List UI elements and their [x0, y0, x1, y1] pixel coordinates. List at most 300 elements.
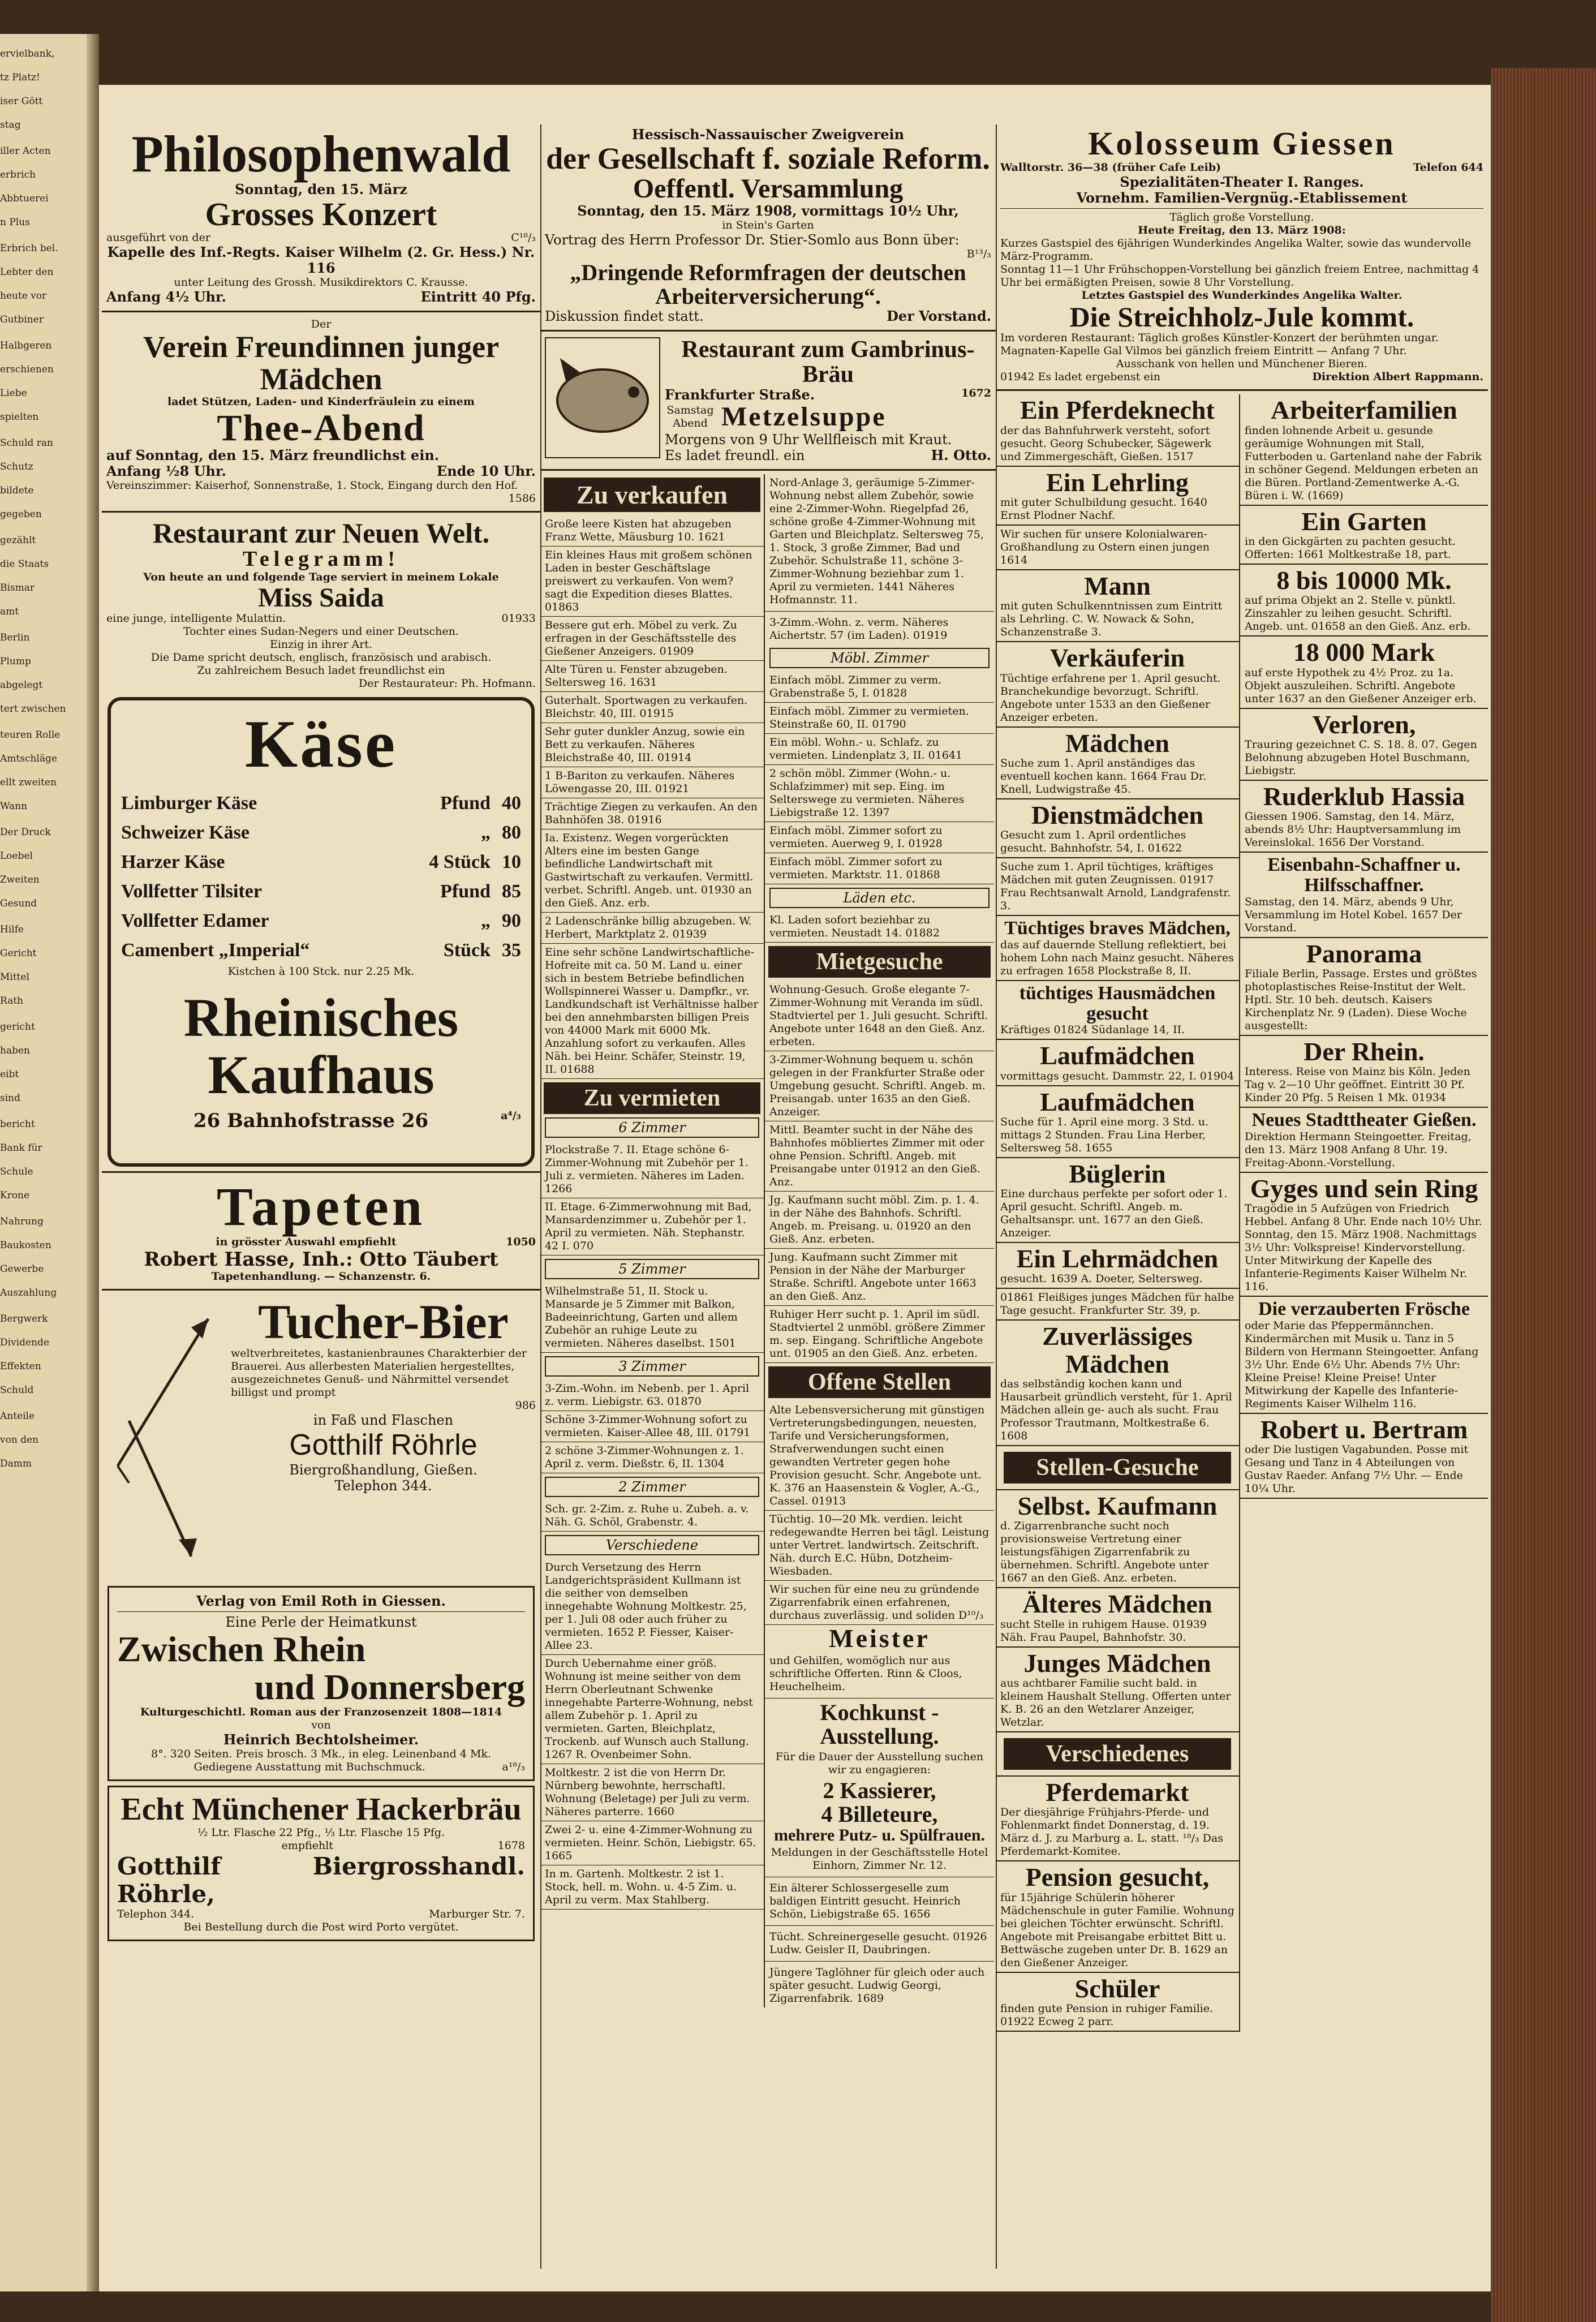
classified-ad	[996, 728, 1239, 799]
ad-title: Philosophenwald	[131, 125, 511, 183]
ad-text: Der	[311, 318, 332, 331]
ad-text: Eine durchaus perfekte per sofort oder 1. April gesucht. Schriftl. Angeb. m. Gehaltsanspr. unt. 1677 an den Gieß. Anzeiger.	[1000, 1188, 1228, 1240]
left-page-fragment: ervielbank,	[0, 48, 55, 59]
ad-text: Wir suchen für unsere Kolonialwaren-Großhandlung zu Ostern einen jungen 1614	[1000, 527, 1210, 566]
ad-title: Pension gesucht,	[1025, 1863, 1210, 1892]
left-page-fragment: Wann	[0, 801, 28, 812]
left-page-fragment: Abbtuerei	[0, 193, 49, 204]
ad-verein	[102, 316, 540, 508]
ad-text: Gesucht zum 1. April ordentliches gesucht. Bahnhofstr. 54, I. 01622	[1000, 829, 1186, 855]
left-page-fragment: Plump	[0, 656, 31, 667]
left-page-fragment: Auszahlung	[0, 1287, 57, 1298]
ad-text: Tochter eines Sudan-Negers und einer Deutschen.	[183, 625, 459, 638]
classified-ad: Sehr guter dunkler Anzug, sowie ein Bett zu verkaufen. Näheres Bleichstraße 40, III. 01914	[540, 723, 764, 767]
section-header: Mietgesuche	[768, 946, 991, 978]
ad-headline: Metzelsuppe	[721, 402, 887, 432]
ad-text: Filiale Berlin, Passage. Erstes und größtes photoplastisches Reise-Institut der Welt. Hptl. Str. 10 beh. deutsch. Kaisers Kirchenplatz Nr. 9 (Laden). Diese Woche ausgestellt:	[1245, 967, 1477, 1032]
ad-title: Arbeiterfamilien	[1271, 395, 1457, 425]
ad-code: 1678	[497, 1839, 525, 1852]
classified-ad: Alte Türen u. Fenster abzugeben. Seltersweg 16. 1631	[540, 661, 764, 692]
price-row	[121, 818, 521, 848]
left-page-fragment: Schule	[0, 1166, 33, 1177]
ad-date: Sonntag, den 15. März	[235, 180, 407, 197]
ad-text: sucht Stelle in ruhigem Hause. 01939 Näh. Frau Paupel, Bahnhofstr. 30.	[1000, 1618, 1207, 1644]
left-page-fragment: Zweiten	[0, 874, 40, 885]
classified-ad: Moltkestr. 2 ist die von Herrn Dr. Nürnberg bewohnte, herrschaftl. Wohnung (Beletage) per Juli zu verm. Näheres parterre. 1660	[540, 1764, 764, 1821]
classified-ad	[996, 1086, 1239, 1158]
ad-text: Biergroßhandlung, Gießen.	[289, 1462, 477, 1478]
ad-kaese	[107, 697, 535, 1167]
ad-text: Täglich große Vorstellung.	[1169, 210, 1314, 223]
ad-text: Tapetenhandlung. — Schanzenstr. 6.	[211, 1270, 431, 1283]
left-page-fragment: Gesund	[0, 898, 37, 909]
classified-ad	[1240, 781, 1488, 853]
classified-ad: Jung. Kaufmann sucht Zimmer mit Pension in der Nähe der Marburger Straße. Schriftl. Angebote unter 1663 an den Gieß. Anz.	[765, 1249, 994, 1306]
left-page-fragment: gezählt	[0, 535, 36, 546]
section-header: Zu verkaufen	[544, 478, 760, 512]
classified-ad: In m. Gartenh. Moltkestr. 2 ist 1. Stock, hell. m. Wohn. u. 4-5 Zim. u. April zu verm. Max Stahlberg.	[540, 1865, 764, 1910]
classified-ad	[1240, 1297, 1488, 1414]
column-2	[540, 124, 996, 2269]
classified-ad: Bessere gut erh. Möbel zu verk. Zu erfragen in der Geschäftsstelle des Gießener Anzeigers. 01909	[540, 617, 764, 661]
ad-text: auf prima Objekt an 2. Stelle v. pünktl. Zinszahler zu leihen gesucht. Schriftl. Angeb. unt. 01658 an den Gieß. Anz. erb.	[1245, 594, 1471, 633]
ad-text: Anfang 4½ Uhr.	[106, 289, 226, 306]
classified-ad: Durch Uebernahme einer größ. Wohnung ist meine seither von dem Herrn Oberleutnant Schwenke innegehabte Parterre-Wohnung, nebst allem Zubehör p. 1. April zu vermieten. Garten, Bleichplatz, Trockenb. auf Wunsch auch Stallung. 1267 R. Ovenbeimer Sohn.	[540, 1655, 764, 1764]
left-page-fragment: Lebter den	[0, 266, 54, 278]
classified-ad: Einfach möbl. Zimmer sofort zu vermieten. Marktstr. 11. 01868	[765, 853, 994, 884]
left-page-fragment: stag	[0, 119, 21, 131]
classified-ad	[996, 467, 1239, 526]
ad-signature: Direktion Albert Rappmann.	[1312, 371, 1483, 384]
subcolumn-right	[1240, 394, 1488, 2031]
classified-ad	[996, 1158, 1239, 1243]
classified-ad	[996, 981, 1239, 1040]
classified-ad	[1240, 709, 1488, 781]
ad-text: finden gute Pension in ruhiger Familie. 01922 Ecweg 2 parr.	[1000, 2002, 1214, 2028]
ad-text: weltverbreitetes, kastanienbraunes Charakterbier der Brauerei. Aus allerbesten Materialien hergestelltes, ausgezeichnetes Genuß- und Nährmittel versendet billigst und prompt	[231, 1347, 527, 1399]
classified-ad: Tücht. Schreinergeselle gesucht. 01926 Ludw. Geisler II, Daubringen.	[769, 1930, 987, 1956]
classified-ad	[1240, 1173, 1488, 1297]
ad-text: Meldungen in der Geschäftsstelle Hotel Einhorn, Zimmer Nr. 12.	[771, 1846, 988, 1872]
price-row	[121, 906, 521, 936]
ad-code: 1586	[508, 492, 536, 505]
classified-ad: 2 schön möbl. Zimmer (Wohn.- u. Schlafzimmer) mit sep. Eing. im Selterswege zu vermieten. Näheres Liebigstraße 12. 1397	[765, 765, 994, 822]
ad-text: mehrere Putz- u. Spülfrauen.	[773, 1825, 986, 1844]
ad-text: Tüchtige erfahrene per 1. April gesucht. Branchekundige bevorzugt. Schriftl. Angebote unter 1533 an den Gießener Anzeiger erbeten.	[1000, 672, 1221, 724]
ad-title: Tüchtiges braves Mädchen,	[1004, 918, 1231, 939]
left-page-fragment: Gewerbe	[0, 1263, 44, 1275]
ad-signature: Der Restaurateur: Ph. Hofmann.	[358, 677, 536, 690]
ad-soziale-reform	[540, 124, 996, 326]
ad-hackerbraeu	[107, 1786, 535, 1941]
ad-headline: Kochkunst - Ausstellung.	[820, 1699, 939, 1749]
classified-ad: Große leere Kisten hat abzugeben Franz Wette, Mäusburg 10. 1621	[540, 515, 764, 547]
ad-text: Samstag, den 14. März, abends 9 Uhr, Versammlung im Hotel Kobel. 1657 Der Vorstand.	[1245, 895, 1462, 934]
classified-ad	[996, 799, 1239, 858]
ad-text: Suche zum 1. April tüchtiges, kräftiges Mädchen mit guten Zeugnissen. 01917 Frau Rechtsanwalt Arnold, Landgrafenstr. 3.	[1000, 861, 1231, 913]
ad-text: Samstag Abend	[666, 404, 714, 430]
left-page-fragment: Liebe	[0, 388, 27, 399]
left-page-fragment: von den	[0, 1434, 39, 1446]
ad-text: vormittags gesucht. Dammstr. 22, I. 01904	[1000, 1069, 1234, 1082]
ad-text: empfiehlt	[281, 1839, 333, 1852]
left-page-fragment: erschienen	[0, 364, 54, 375]
ad-headline: Oeffentl. Versammlung	[633, 173, 904, 204]
ad-firm: Gotthilf Röhrle,	[117, 1852, 221, 1908]
ad-text: Kulturgeschichtl. Roman aus der Franzosenzeit 1808—1814	[140, 1706, 502, 1719]
ad-text: Marburger Str. 7.	[429, 1907, 525, 1920]
ad-text: 4 Billeteure,	[821, 1801, 938, 1827]
classified-ad: Nord-Anlage 3, geräumige 5-Zimmer-Wohnung nebst allem Zubehör, sowie eine 2-Zimmer-Wohn. Riegelpfad 26, schöne große 4-Zimmer-Wohnung mit Garten und Bleichplatz. Seltersweg 75, 1. Stock, 3 große Zimmer, Bad und Zubehör. Schulstraße 11, schöne 3-Zimmer-Wohnung beziehbar zum 1. April zu vermieten. 1441 Näheres Hofmannstr. 11.	[769, 476, 984, 606]
left-page-fragment: Amtschläge	[0, 753, 57, 764]
classified-ad: 1 B-Bariton zu verkaufen. Näheres Löwengasse 20, III. 01921	[540, 767, 764, 798]
ad-text: Eine Perle der Heimatkunst	[225, 1614, 417, 1630]
left-page-fragment: heute vor	[0, 290, 47, 302]
newspaper-page	[99, 85, 1491, 2291]
book-title: und Donnersberg	[254, 1666, 525, 1707]
ad-text: Bei Bestellung durch die Post wird Porto vergütet.	[183, 1920, 459, 1933]
ad-text: Morgens von 9 Uhr Wellfleisch mit Kraut.	[665, 431, 952, 448]
classified-ad: Eine sehr schöne Landwirtschaftliche-Hofreite mit ca. 50 M. Land u. einer sich in bestem Betriebe befindlichen Wollspinnerei Wasser u. Dampfkr., vr. Landkundschaft ist Verhältnisse halber bei den annehmbarsten billigen Preis von 44000 Mark mit 6000 Mk. Anzahlung sofort zu verkaufen. Alles Näh. bei Heinr. Schäfer, Steinstr. 19, II. 01688	[540, 944, 764, 1079]
subsection-label: 2 Zimmer	[545, 1477, 759, 1497]
classified-ad	[996, 642, 1239, 727]
classified-list	[765, 672, 994, 884]
ad-text: Einzig in ihrer Art.	[269, 638, 373, 651]
classified-ad: Sch. gr. 2-Zim. z. Ruhe u. Zubeh. a. v. Näh. G. Schöl, Grabenstr. 4.	[540, 1500, 764, 1532]
left-page-fragment: Schutz	[0, 461, 33, 472]
ad-title: Dienstmädchen	[1031, 800, 1204, 829]
ad-title: Mann	[1084, 571, 1151, 600]
classified-ad	[996, 1777, 1239, 1861]
classified-list	[540, 515, 764, 1079]
classified-ad	[996, 570, 1239, 642]
left-page-fragment: eibt	[0, 1069, 19, 1080]
ad-text: und Gehilfen, womöglich nur aus schriftliche Offerten. Rinn & Cloos, Heuchelheim.	[769, 1654, 962, 1693]
price-row	[121, 789, 521, 818]
classified-ad	[1240, 1414, 1488, 1499]
classified-ad	[996, 1732, 1239, 1777]
ad-text: Von heute an und folgende Tage serviert in meinem Lokale	[143, 570, 499, 583]
ad-text: Sonntag 11—1 Uhr Frühschoppen-Vorstellung bei gänzlich freiem Entree, nachmittag 4 Uhr bei ermäßigten Preisen, sowie 8 Uhr Vorstellung.	[1000, 263, 1479, 289]
left-page-fragment: n Plus	[0, 217, 30, 228]
ad-text: Heute Freitag, den 13. März 1908:	[1138, 223, 1346, 236]
price-unit: Stück	[443, 939, 491, 961]
price-row	[121, 877, 521, 906]
classified-ad: Ein älterer Schlossergeselle zum baldigen Eintritt gesucht. Heinrich Schön, Liebigstraße 65. 1656	[769, 1882, 961, 1921]
subcolumn-left	[540, 474, 765, 2008]
subsection-label: 3 Zimmer	[545, 1356, 759, 1377]
ad-title: Laufmädchen	[1040, 1041, 1195, 1070]
subsection-label: Läden etc.	[769, 888, 990, 908]
ad-title: Die verzauberten Frösche	[1258, 1298, 1470, 1320]
section-header: Zu vermieten	[544, 1082, 760, 1114]
classified-list	[765, 981, 994, 1363]
ad-text: Die Dame spricht deutsch, englisch, französisch und arabisch.	[150, 651, 492, 664]
ad-code: C¹⁸/₃	[511, 231, 536, 244]
ad-text: das auf dauernde Stellung reflektiert, bei hohem Lohn nach Mainz gesucht. Näheres zu erfragen 1658 Plockstraße 8, II.	[1000, 938, 1234, 977]
ad-title: Kolosseum Giessen	[1088, 125, 1396, 162]
classified-ad: Ein kleines Haus mit großem schönen Laden in bester Geschäftslage preiswert zu verkaufen. Von wem? sagt die Expedition dieses Blattes. 01863	[540, 547, 764, 617]
ad-title: Panorama	[1306, 939, 1422, 968]
left-page-fragment: gegeben	[0, 509, 42, 520]
classified-ad: 3-Zimm.-Wohn. z. verm. Näheres Aichertstr. 57 (im Laden). 01919	[769, 616, 949, 642]
ad-text: Es ladet freundl. ein	[665, 447, 805, 463]
ad-title: Laufmädchen	[1040, 1087, 1195, 1116]
ad-name: Robert Hasse, Inh.: Otto Täubert	[144, 1248, 498, 1271]
left-page-fragment: spielten	[0, 411, 39, 423]
classified-ad	[996, 1321, 1239, 1446]
classified-ad: Durch Versetzung des Herrn Landgerichtspräsident Kullmann ist die seither von demselben innegehabte Wohnung Moltkestr. 25, per 1. Juli 08 oder auch früher zu vermieten. 1652 P. Fiesser, Kaiser-Allee 23.	[540, 1559, 764, 1655]
ad-text: Vereinszimmer: Kaiserhof, Sonnenstraße, 1. Stock, Eingang durch den Hof.	[106, 479, 518, 492]
classified-ad: Alte Lebensversicherung mit günstigen Vertreterungsbedingungen, neuesten, Tarife und Versicherungsformen, Strafverwendungen sucht einen gewandten Vertreter gegen hohe Provision gesucht. Schr. Angebote unt. K. 376 an Haasenstein & Vogler, A.-G., Cassel. 01913	[765, 1401, 994, 1511]
ad-signature: Der Vorstand.	[887, 308, 991, 325]
ad-text: Kräftiges 01824 Südanlage 14, II.	[1000, 1024, 1185, 1037]
ad-text: Anfang ½8 Uhr.	[106, 463, 226, 480]
classified-ad	[1240, 853, 1488, 938]
ad-title: Älteres Mädchen	[1022, 1589, 1212, 1619]
classified-ad	[1240, 394, 1488, 505]
left-page-fragment: die Staats	[0, 558, 49, 570]
price-value: 10	[502, 851, 521, 872]
ad-text: Letztes Gastspiel des Wunderkindes Angelika Walter.	[1081, 289, 1403, 302]
price-item: Schweizer Käse	[121, 822, 249, 843]
section-header: Offene Stellen	[768, 1366, 991, 1398]
left-page-fragment: Gutbiner	[0, 314, 44, 325]
price-unit: Pfund	[440, 792, 491, 814]
adjacent-page-fragment	[0, 34, 99, 2291]
ad-title: Tucher-Bier	[258, 1294, 509, 1349]
ad-title: Ein Lehrling	[1046, 467, 1189, 497]
ad-tucher-bier	[102, 1294, 540, 1581]
classified-list	[765, 1401, 994, 1625]
ad-text: Telefon 644	[1413, 161, 1483, 174]
ad-text: 2 Kassierer,	[823, 1777, 936, 1803]
classified-ad: Wohnung-Gesuch. Große elegante 7-Zimmer-Wohnung mit Veranda im südl. Stadtviertel per 1. Juli gesucht. Schriftl. Angebote unter 1648 an den Gieß. Anz. erbeten.	[765, 981, 994, 1051]
ad-text: aus achtbarer Familie sucht bald. in kleinem Haushalt Stellung. Offerten unter K. B. 26 an den Wetzlarer Anzeiger, Wetzlar.	[1000, 1676, 1231, 1728]
left-page-fragment: Dividende	[0, 1337, 49, 1348]
book-author: Heinrich Bechtolsheimer.	[223, 1731, 419, 1748]
subcolumn-right	[765, 474, 994, 2008]
subsection-label: 5 Zimmer	[545, 1259, 759, 1279]
ad-code: a¹⁸/₃	[502, 1761, 525, 1774]
book-title: Zwischen Rhein	[117, 1628, 366, 1669]
ad-title: Verloren,	[1312, 710, 1416, 739]
classified-ad	[1240, 1036, 1488, 1108]
left-page-fragment: abgelegt	[0, 680, 43, 691]
ad-text: Tragödie in 5 Aufzügen von Friedrich Hebbel. Anfang 8 Uhr. Ende nach 10½ Uhr. Sonntag, den 15. März 1908. Nachmittags 3½ Uhr: Volkspreise! Kindervorstellung. Unter Mitwirkung der Kapelle des Infanterie-Regiments Kaiser Wilhelm Nr. 116.	[1245, 1202, 1482, 1293]
ad-title: Ein Pferdeknecht	[1020, 395, 1215, 425]
section-header: Verschiedenes	[1004, 1738, 1231, 1770]
classified-ad: Einfach möbl. Zimmer zu vermieten. Steinstraße 60, II. 01790	[765, 703, 994, 734]
ad-text: gesucht. 1639 A. Doeter, Seltersweg.	[1000, 1272, 1203, 1285]
price-list	[121, 789, 521, 965]
left-page-fragment: sind	[0, 1093, 20, 1104]
left-page-fragment: Baukosten	[0, 1240, 51, 1251]
ad-title: Selbst. Kaufmann	[1017, 1491, 1218, 1521]
classified-list	[540, 1141, 764, 1255]
ad-title: Robert u. Bertram	[1260, 1414, 1468, 1444]
left-page-fragment: Rath	[0, 995, 24, 1007]
classified-ad	[996, 1648, 1239, 1732]
ad-code: a⁴/₃	[501, 1109, 521, 1122]
ad-text: Sonntag, den 15. März 1908, vormittags 10½ Uhr,	[577, 203, 959, 220]
ad-text: Spezialitäten-Theater I. Ranges.	[1120, 173, 1364, 190]
classified-ad: Kl. Laden sofort beziehbar zu vermieten. Neustadt 14. 01882	[765, 911, 994, 943]
ad-text: Suche zum 1. April anständiges das eventuell kochen kann. 1664 Frau Dr. Knell, Ludwigstraße 45.	[1000, 756, 1207, 796]
left-page-fragment: amt	[0, 606, 19, 617]
left-page-fragment: Berlin	[0, 632, 30, 643]
ad-text: finden lohnende Arbeit u. gesunde geräumige Wohnungen mit Stall, Futterboden u. Gartenland nahe der Fabrik in schöner Gegend. Meldungen erbeten an die Büren. Portland-Zementwerke A.-G. Büren i. W. (1669)	[1245, 424, 1482, 502]
subsection-label: Verschiedene	[545, 1535, 759, 1555]
left-page-fragment: gericht	[0, 1021, 35, 1033]
price-value: 35	[502, 939, 521, 961]
left-page-fragment: teuren Rolle	[0, 729, 61, 741]
classified-ad: Tüchtig. 10—20 Mk. verdien. leicht redegewandte Herren bei tägl. Leistung unter Vertret. landwirtsch. Zeitschrift. Näh. durch E.C. Hübn, Dotzheim-Wiesbaden.	[765, 1511, 994, 1581]
ad-shop: Rheinisches Kaufhaus	[183, 987, 459, 1105]
ad-philosophenwald	[102, 124, 540, 307]
classified-ad	[1240, 637, 1488, 708]
left-page-fragment: Mittel	[0, 971, 30, 983]
ad-title: der Gesellschaft f. soziale Reform.	[546, 141, 990, 175]
left-page-fragment: Gericht	[0, 948, 37, 959]
classified-ad	[996, 916, 1239, 981]
classified-ad: Mittl. Beamter sucht in der Nähe des Bahnhofes möbliertes Zimmer mit oder ohne Pension. Schriftl. Angeb. mit Preisangabe unter 01912 an den Gieß. Anz.	[765, 1121, 994, 1192]
left-page-fragment: Erbrich bel.	[0, 243, 58, 254]
classified-ad: Ruhiger Herr sucht p. 1. April im südl. Stadtviertel 2 unmöbl. größere Zimmer m. sep. Eingang. Schriftliche Angebote unt. 01905 an den Gieß. Anz. erbeten.	[765, 1306, 994, 1363]
classified-ad	[996, 1490, 1239, 1588]
ad-title: Ruderklub Hassia	[1263, 781, 1465, 811]
ad-text: auf erste Hypothek zu 4½ Proz. zu 1a. Objekt auszuleihen. Schriftl. Angebote unter 1637 an den Gießener Anzeiger erb.	[1245, 666, 1477, 705]
pig-icon	[549, 347, 656, 449]
ad-text: eine junge, intelligente Mulattin.	[106, 612, 286, 625]
classified-list	[540, 1559, 764, 1910]
classified-ad: 2 Ladenschränke billig abzugeben. W. Herbert, Marktplatz 2. 01939	[540, 913, 764, 944]
left-page-fragment: Nahrung	[0, 1216, 44, 1227]
classified-ad	[996, 1243, 1239, 1289]
ad-text: der das Bahnfuhrwerk versteht, sofort gesucht. Georg Schubecker, Sägewerk und Zimmergeschäft, Gießen. 1517	[1000, 424, 1211, 463]
classified-ad: Guterhalt. Sportwagen zu verkaufen. Bleichstr. 40, III. 01915	[540, 692, 764, 723]
left-page-fragment: Anteile	[0, 1411, 35, 1422]
ad-text: Hessisch-Nassauischer Zweigverein	[631, 126, 905, 143]
ad-title: Restaurant zur Neuen Welt.	[152, 517, 490, 549]
ad-text: Ende 10 Uhr.	[436, 463, 536, 480]
ad-title: Verein Freundinnen junger Mädchen	[143, 330, 500, 397]
ad-title: Junges Mädchen	[1023, 1648, 1211, 1678]
ad-title: Tapeten	[216, 1176, 426, 1237]
classified-ad: 2 schöne 3-Zimmer-Wohnungen z. 1. April z. verm. Dießstr. 6, II. 1304	[540, 1442, 764, 1473]
ad-title: Der Rhein.	[1304, 1037, 1425, 1066]
left-page-fragment: haben	[0, 1045, 30, 1056]
ad-text: 01861 Fleißiges junges Mädchen für halbe Tage gesucht. Frankfurter Str. 39, p.	[1000, 1291, 1234, 1317]
ad-text: 8°. 320 Seiten. Preis brosch. 3 Mk., in eleg. Leinenband 4 Mk.	[151, 1748, 491, 1761]
ad-text: Telephon 344.	[334, 1478, 432, 1494]
ad-title: Käse	[244, 706, 398, 781]
ad-gambrinus	[540, 335, 996, 466]
ad-code: 1672	[961, 387, 991, 400]
ad-text: Diskussion findet statt.	[545, 308, 704, 325]
left-page-fragment: iller Acten	[0, 145, 51, 157]
ad-firm: Gotthilf Röhrle	[289, 1429, 477, 1462]
ad-address: 26 Bahnhofstrasse 26	[193, 1109, 429, 1132]
left-page-text	[0, 34, 99, 1470]
price-row	[121, 936, 521, 965]
ad-text: Telephon 344.	[117, 1907, 195, 1920]
ad-text: Gediegene Ausstattung mit Buchschmuck.	[193, 1761, 425, 1774]
classified-ad	[996, 858, 1239, 916]
left-page-fragment: Effekten	[0, 1361, 41, 1372]
classified-ad: Wir suchen für eine neu zu gründende Zigarrenfabrik einen erfahrenen, durchaus zuverlässig. und soliden D¹⁰/₃	[765, 1581, 994, 1625]
ad-text: Der diesjährige Frühjahrs-Pferde- und Fohlenmarkt findet Donnerstag, d. 19. März d. J. zu Marburg a. L. statt. ¹⁸/₃ Das Pferdemarkt-Komitee.	[1000, 1806, 1223, 1858]
ad-text: in grösster Auswahl empfiehlt	[216, 1235, 397, 1248]
classified-ad	[996, 1040, 1239, 1086]
ad-title: Echt Münchener Hackerbräu	[121, 1792, 522, 1828]
left-page-fragment: erbrich	[0, 169, 36, 180]
classified-ad: Einfach möbl. Zimmer sofort zu vermieten. Auerweg 9, I. 01928	[765, 822, 994, 853]
left-page-fragment: tz Platz!	[0, 72, 40, 83]
left-page-fragment: Bismar	[0, 582, 35, 594]
ad-text: ausgeführt von der	[106, 231, 210, 244]
ad-name: Miss Saida	[258, 582, 384, 613]
classified-ad	[996, 1588, 1239, 1647]
price-value: 80	[502, 822, 521, 843]
ad-code: B¹³/₃	[966, 248, 991, 261]
book-edge	[1491, 68, 1596, 2322]
ad-text: mit guten Schulkenntnissen zum Eintritt als Lehrling. C. W. Nowack & Sohn, Schanzenstraße 3.	[1000, 600, 1223, 639]
ad-text: für 15jährige Schülerin höherer Mädchenschule in guter Familie. Wohnung bei gleichen Töchter erwünscht. Schriftl. Angebote mit Preisangabe erbittet Bitt u. Bettwäsche zugeben unter Dr. B. 1629 an den Gießener Anzeiger.	[1000, 1891, 1234, 1969]
column-3	[996, 124, 1488, 2269]
ad-text: ladet Stützen, Laden- und Kinderfräulein zu einem	[167, 395, 475, 408]
ad-kolosseum	[996, 124, 1488, 386]
ad-title: Schüler	[1074, 1973, 1160, 2003]
classified-list	[540, 1380, 764, 1473]
classified-ad: Ia. Existenz. Wegen vorgerückten Alters eine im besten Gange befindliche Landwirtschaft mit Gastwirtschaft zu verkaufen. Vermittl. verbet. Schriftl. Angeb. unt. 01930 an den Gieß. Anz. erb.	[540, 829, 764, 913]
price-value: 85	[502, 880, 521, 902]
left-page-fragment: Halbgeren	[0, 340, 52, 351]
ad-title: Gyges und sein Ring	[1250, 1173, 1478, 1203]
ad-text: Kapelle des Inf.-Regts. Kaiser Wilhelm (2. Gr. Hess.) Nr. 116	[107, 244, 535, 277]
left-page-fragment: ellt zweiten	[0, 777, 57, 788]
ad-headline: Grosses Konzert	[205, 195, 437, 233]
ad-text: in den Gickgärten zu pachten gesucht. Offerten: 1661 Moltkestraße 18, part.	[1245, 535, 1456, 561]
ad-text: Kurzes Gastspiel des 6jährigen Wunderkindes Angelika Walter, sowie das wundervolle März-Programm.	[1000, 236, 1472, 263]
ad-text: d. Zigarrenbranche sucht noch provisionsweise Vertretung einer leistungsfähigen Zigarrenfabrik zu übernehmen. Schriftl. Angebote unter 1667 an den Gieß. Anz. erbeten.	[1000, 1520, 1209, 1585]
left-page-fragment: Damm	[0, 1458, 32, 1469]
ad-title: 18 000 Mark	[1293, 638, 1435, 667]
classified-ad	[996, 1973, 1239, 2032]
classified-ad	[1240, 1108, 1488, 1173]
classified-ad: Einfach möbl. Zimmer zu verm. Grabenstraße 5, I. 01828	[765, 672, 994, 703]
ad-text: Frankfurter Straße.	[665, 386, 815, 403]
classified-ad	[1240, 565, 1488, 637]
ad-tapeten	[102, 1176, 540, 1285]
ad-title: Pferdemarkt	[1046, 1777, 1189, 1807]
ad-text: Kistchen à 100 Stck. nur 2.25 Mk.	[227, 965, 415, 978]
ad-title: Büglerin	[1069, 1159, 1166, 1188]
arrows-icon	[106, 1296, 225, 1579]
ad-text: Zu zahlreichem Besuch ladet freundlichst ein	[197, 664, 445, 677]
left-page-fragment: Loebel	[0, 850, 33, 862]
left-page-fragment: Krone	[0, 1190, 30, 1201]
classified-ad: 3-Zimmer-Wohnung bequem u. schön gelegen in der Frankfurter Straße oder Umgebung gesucht. Schriftl. Angeb. m. Preisangab. unter 1635 an den Gieß. Anzeiger.	[765, 1051, 994, 1121]
price-item: Vollfetter Edamer	[121, 910, 269, 931]
price-item: Limburger Käse	[121, 792, 257, 814]
ad-text: in Faß und Flaschen	[313, 1412, 454, 1429]
left-page-fragment: Bank für	[0, 1142, 42, 1154]
ad-text: Vornehm. Familien-Vergnüg.-Etablissement	[1076, 189, 1408, 206]
classified-ad: Jüngere Taglöhner für gleich oder auch später gesucht. Ludwig Georgi, Zigarrenfabrik. 1689	[769, 1966, 985, 2005]
ad-text: Vortrag des Herrn Professor Dr. Stier-Somlo aus Bonn über:	[545, 232, 960, 248]
left-page-fragment: Hilfe	[0, 924, 24, 935]
